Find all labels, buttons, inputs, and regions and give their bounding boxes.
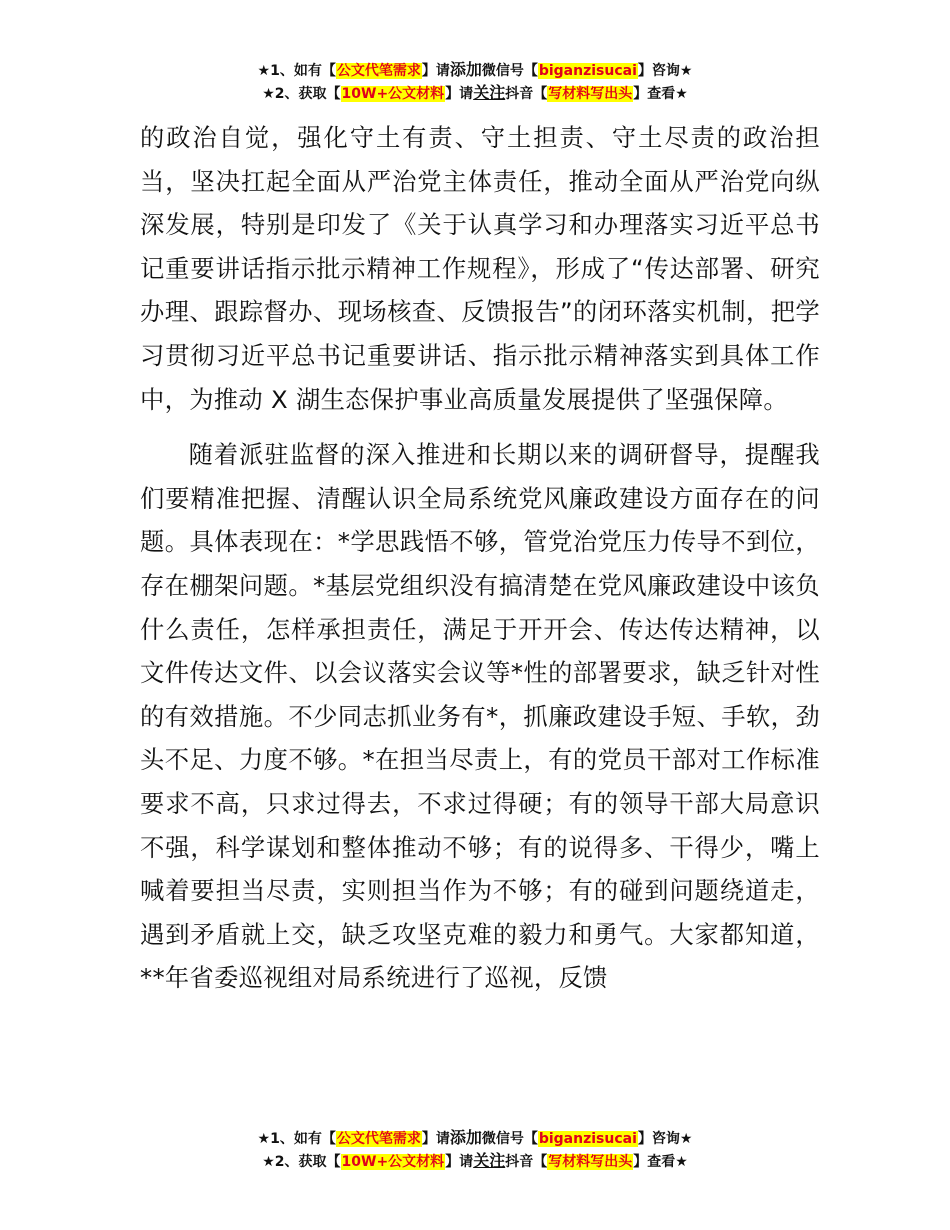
paragraph-1: 的政治自觉，强化守土有责、守土担责、守土尽责的政治担当，坚决扛起全面从严治党主体责任，推动全面从严治党向纵深发展，特别是印发了《关于认真学习和办理落实习近平总书记重要讲话指示批示精神工作规程》，形成了“传达部署、研究办理、跟踪督办、现场核查、反馈报告”的闭环落实机制，把学习贯彻习近平总书记重要讲话、指示批示精神落实到具体工作中，为推动 X 湖生态保护事业高质量发展提供了坚强保障。: [140, 123, 820, 414]
paragraph-2: 随着派驻监督的深入推进和长期以来的调研督导，提醒我们要精准把握、清醒认识全局系统党风廉政建设方面存在的问题。具体表现在：*学思践悟不够，管党治党压力传导不到位，存在棚架问题。*基层党组织没有搞清楚在党风廉政建设中该负什么责任，怎样承担责任，满足于开开会、传达传达精神，以文件传达文件、以会议落实会议等*性的部署要求，缺乏针对性的有效措施。不少同志抓业务有*，抓廉政建设手短、手软，劲头不足、力度不够。*在担当尽责上，有的党员干部对工作标准要求不高，只求过得去，不求过得硬；有的领导干部大局意识不强，科学谋划和整体推动不够；有的说得多、干得少，嘴上喊着要担当尽责，实则担当作为不够；有的碰到问题绕道走，遇到矛盾就上交，缺乏攻坚克难的毅力和勇气。大家都知道，**年省委巡视组对局系统进行了巡视，反馈: [140, 440, 820, 993]
banner-follow: 关注: [473, 1151, 506, 1170]
document-body: [140, 116, 820, 1000]
highlight-materials: 10W+公文材料: [341, 1154, 445, 1170]
banner-text: 】请: [445, 86, 474, 102]
banner-text: 】咨询★: [637, 1131, 693, 1147]
banner-line-1: [0, 1127, 950, 1150]
banner-text: ★1、如有【: [257, 1131, 336, 1147]
banner-text: 】请: [445, 1154, 474, 1170]
banner-text: 抖音【: [505, 1154, 548, 1170]
highlight-ghostwriting: 公文代笔需求: [336, 1131, 421, 1147]
banner-text: ★2、获取【: [262, 1154, 341, 1170]
banner-line-2: [0, 82, 950, 105]
banner-text: ★1、如有【: [257, 63, 336, 79]
banner-text: 】查看★: [633, 1154, 688, 1170]
highlight-douyin-account: 写材料写出头: [548, 86, 633, 102]
banner-follow: 关注: [473, 83, 506, 102]
banner-text: 】咨询★: [637, 63, 693, 79]
header-banner: [0, 59, 950, 105]
banner-text: 】查看★: [633, 86, 688, 102]
highlight-ghostwriting: 公文代笔需求: [336, 63, 421, 79]
banner-text: 】请: [421, 1131, 450, 1147]
highlight-wechat-id: biganzisucai: [538, 63, 637, 79]
banner-text: 】请: [421, 63, 450, 79]
banner-text: ★2、获取【: [262, 86, 341, 102]
highlight-materials: 10W+公文材料: [341, 86, 445, 102]
banner-text: 微信号【: [481, 63, 538, 79]
banner-emphasis: 添加: [449, 60, 482, 79]
banner-text: 抖音【: [505, 86, 548, 102]
banner-line-1: [0, 59, 950, 82]
highlight-wechat-id: biganzisucai: [538, 1131, 637, 1147]
banner-line-2: [0, 1150, 950, 1173]
footer-banner: [0, 1127, 950, 1173]
highlight-douyin-account: 写材料写出头: [548, 1154, 633, 1170]
banner-emphasis: 添加: [449, 1128, 482, 1147]
banner-text: 微信号【: [481, 1131, 538, 1147]
